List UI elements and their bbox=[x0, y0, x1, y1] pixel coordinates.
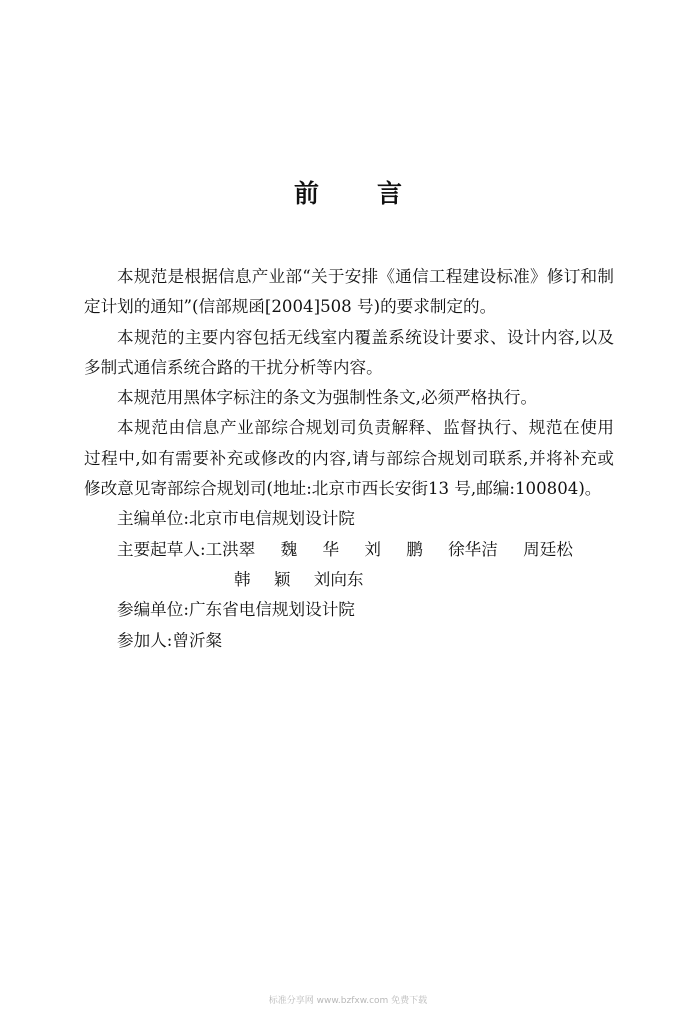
participants: 参加人:曾沂粲 bbox=[117, 630, 223, 650]
main-drafters-names-1: 工洪翠 魏 华 刘 鹏 徐华洁 周廷松 bbox=[205, 539, 573, 559]
paragraph-mandatory: 本规范用黑体字标注的条文为强制性条文,必须严格执行。 bbox=[117, 388, 538, 408]
participating-unit: 参编单位:广东省电信规划设计院 bbox=[117, 600, 355, 620]
paragraph-content: 本规范的主要内容包括无线室内覆盖系统设计要求、设计内容,以及多制式通信系统合路的干扰分析等内容。 bbox=[84, 327, 614, 377]
main-drafters-label: 主要起草人: bbox=[117, 539, 206, 559]
preface-body bbox=[84, 262, 614, 656]
editor-unit: 主编单位:北京市电信规划设计院 bbox=[117, 509, 355, 529]
paragraph-origin: 本规范是根据信息产业部“关于安排《通信工程建设标准》修订和制定计划的通知”(信部规函[2004]508 号)的要求制定的。 bbox=[84, 267, 614, 317]
footer-watermark: 标准分享网 www.bzfxw.com 免费下载 bbox=[268, 996, 428, 1006]
main-drafters-names-2: 韩 颖 刘向东 bbox=[234, 569, 364, 589]
paragraph-interpretation: 本规范由信息产业部综合规划司负责解释、监督执行、规范在使用过程中,如有需要补充或修改的内容,请与部综合规划司联系,并将补充或修改意见寄部综合规划司(地址:北京市西长安街13 号,邮编:100804)。 bbox=[84, 418, 614, 499]
page-title bbox=[0, 174, 696, 210]
main-drafters bbox=[84, 535, 614, 565]
title-char-1: 前 bbox=[293, 179, 319, 208]
title-char-2: 言 bbox=[377, 179, 403, 208]
